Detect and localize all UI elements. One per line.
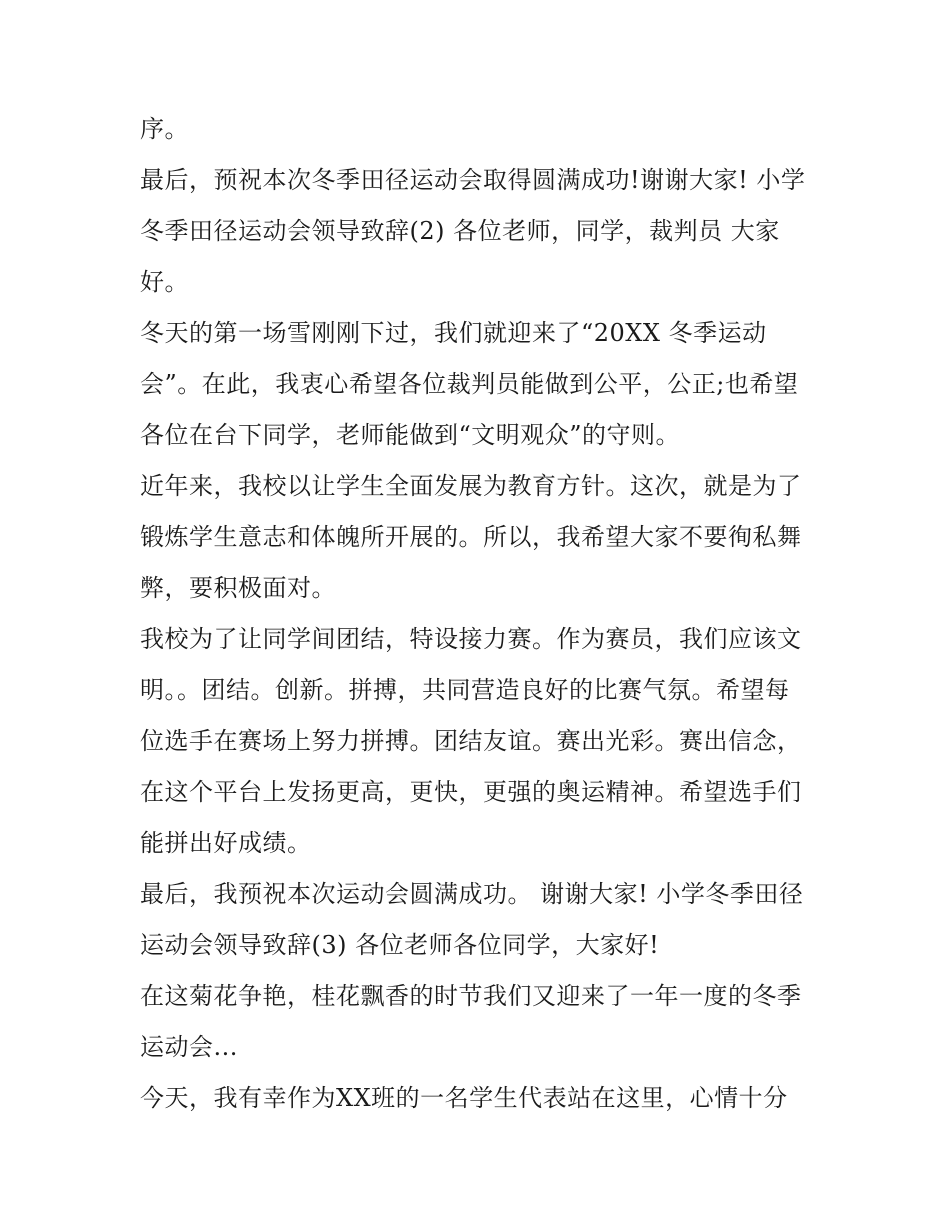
text-line: 好。: [140, 268, 189, 296]
text-line: 近年来，我校以让学生全面发展为教育方针。这次，就是为了: [140, 472, 802, 500]
text-line: 运动会领导致辞(3) 各位老师各位同学，大家好!: [140, 931, 660, 959]
text-line: 序。: [140, 115, 189, 143]
text-line: 能拼出好成绩。: [140, 829, 312, 857]
text-line: 运动会...: [140, 1033, 238, 1061]
text-line: 明。。团结。创新。拼搏，共同营造良好的比赛气氛。希望每: [140, 676, 790, 704]
text-line: 各位在台下同学，老师能做到“文明观众”的守则。: [140, 421, 681, 449]
text-line: 冬天的第一场雪刚刚下过，我们就迎来了“20XX 冬季运动: [140, 319, 767, 347]
text-line: 我校为了让同学间团结，特设接力赛。作为赛员，我们应该文: [140, 625, 802, 653]
text-line: 在这个平台上发扬更高，更快，更强的奥运精神。希望选手们: [140, 778, 802, 806]
text-line: 冬季田径运动会领导致辞(2) 各位老师，同学，裁判员 大家: [140, 217, 780, 245]
text-line: 锻炼学生意志和体魄所开展的。所以，我希望大家不要徇私舞: [140, 523, 802, 551]
text-line: 今天，我有幸作为XX班的一名学生代表站在这里，心情十分: [140, 1084, 788, 1112]
text-line: 最后，我预祝本次运动会圆满成功。 谢谢大家! 小学冬季田径: [140, 880, 804, 908]
text-line: 位选手在赛场上努力拼搏。团结友谊。赛出光彩。赛出信念，: [140, 727, 802, 755]
text-line: 在这菊花争艳，桂花飘香的时节我们又迎来了一年一度的冬季: [140, 982, 802, 1010]
text-line: 会”。在此，我衷心希望各位裁判员能做到公平，公正;也希望: [140, 370, 799, 398]
text-line: 弊，要积极面对。: [140, 574, 336, 602]
text-line: 最后，预祝本次冬季田径运动会取得圆满成功!谢谢大家! 小学: [140, 166, 806, 194]
